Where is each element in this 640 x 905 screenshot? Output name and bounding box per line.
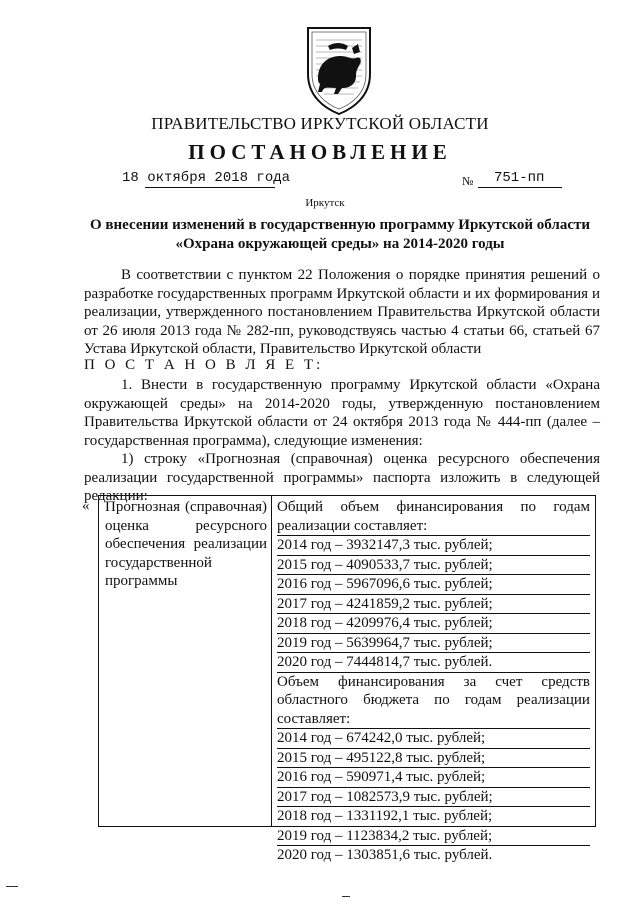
number-sign: №: [462, 174, 474, 188]
document-number: 751-пп: [494, 170, 545, 186]
regional-row: 2015 год – 495122,8 тыс. рублей;: [277, 749, 590, 769]
date-underline: [145, 187, 275, 188]
title-line-1: О внесении изменений в государственную программу Иркутской области: [89, 217, 591, 233]
total-intro-line: Общий объем финансирования по годам: [277, 499, 590, 515]
total-row: 2020 год – 7444814,7 тыс. рублей.: [277, 653, 590, 673]
regional-intro-line: Объем финансирования за счет средств: [277, 673, 590, 690]
table-right-cell: [277, 498, 590, 865]
item-1-1-paragraph: 1) строку «Прогнозная (справочная) оценка ресурсного обеспечения реализации государственной программы» паспорта изложить в следующей редакции:: [84, 451, 600, 504]
scan-mark: [342, 896, 350, 897]
funding-table: [98, 495, 596, 863]
document-title: [80, 216, 600, 254]
item-1-paragraph: 1. Внести в государственную программу Иркутской области «Охрана окружающей среды» на 2014-2020 годы, утвержденную постановлением Правительства Иркутской области от 24 октября 2013 года № 444-пп (далее – государственная программа), следующие изменения:: [84, 377, 600, 449]
number-underline: [478, 187, 562, 188]
coat-of-arms-emblem: [298, 22, 380, 116]
regional-row: 2018 год – 1331192,1 тыс. рублей;: [277, 807, 590, 827]
organization-name: ПРАВИТЕЛЬСТВО ИРКУТСКОЙ ОБЛАСТИ: [151, 114, 489, 133]
table-left-cell: Прогнозная (справочная) оценка ресурсного обеспечения реализации государственной программы: [105, 499, 267, 589]
regional-row: 2016 год – 590971,4 тыс. рублей;: [277, 768, 590, 788]
total-row: 2014 год – 3932147,3 тыс. рублей;: [277, 536, 590, 556]
regional-row: 2014 год – 674242,0 тыс. рублей;: [277, 729, 590, 749]
document-type: ПОСТАНОВЛЕНИЕ: [188, 140, 452, 164]
regional-intro-line-3: составляет:: [277, 710, 590, 730]
title-line-2: «Охрана окружающей среды» на 2014-2020 годы: [175, 236, 505, 252]
total-row: 2017 год – 4241859,2 тыс. рублей;: [277, 595, 590, 615]
regional-row: 2020 год – 1303851,6 тыс. рублей.: [277, 847, 493, 863]
document-date: 18 октября 2018 года: [122, 170, 291, 186]
preamble-paragraph: В соответствии с пунктом 22 Положения о порядке принятия решений о разработке государственных программ Иркутской области и их формирования и реализации, утвержденного постановлением Правительства Иркутской области от 26 июля 2013 года № 282-пп, руководствуясь частью 4 статьи 66, статьей 67 Устава Иркутской области, Правительство Иркутской области: [84, 267, 600, 357]
scan-mark: [6, 886, 18, 887]
total-row: 2019 год – 5639964,7 тыс. рублей;: [277, 634, 590, 654]
city-name: Иркутск: [305, 197, 345, 209]
table-column-divider: [271, 496, 272, 826]
total-row: 2018 год – 4209976,4 тыс. рублей;: [277, 614, 590, 634]
regional-row: 2019 год – 1123834,2 тыс. рублей;: [277, 827, 590, 847]
resolve-heading: П О С Т А Н О В Л Я Е Т:: [84, 357, 324, 373]
regional-intro-line-2: областного бюджета по годам реализации: [277, 692, 590, 708]
opening-quote: «: [82, 498, 90, 514]
regional-row: 2017 год – 1082573,9 тыс. рублей;: [277, 788, 590, 808]
total-row: 2016 год – 5967096,6 тыс. рублей;: [277, 575, 590, 595]
total-intro-line-2: реализации составляет:: [277, 517, 590, 537]
total-row: 2015 год – 4090533,7 тыс. рублей;: [277, 556, 590, 576]
